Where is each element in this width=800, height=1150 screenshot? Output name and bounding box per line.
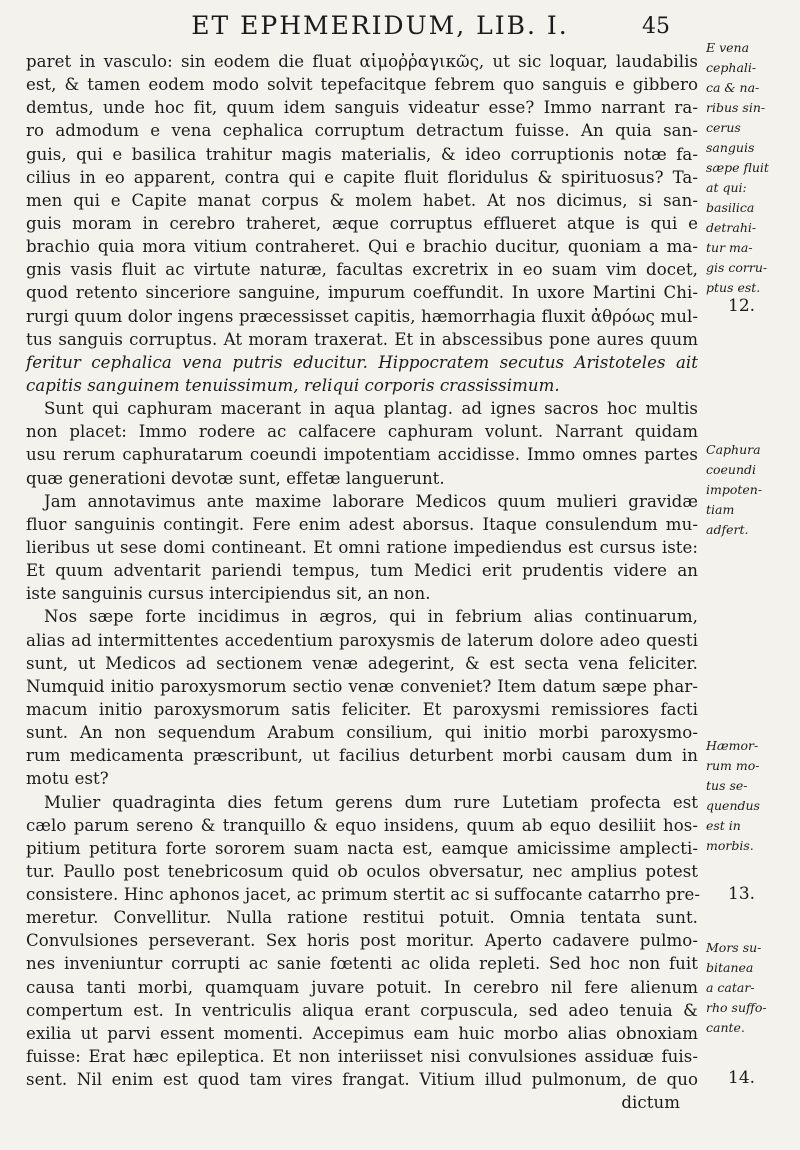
text-line: guis moram in cerebro traheret, æque corruptus efflueret atque is qui e bbox=[26, 213, 698, 233]
text-line: consistere. Hinc aphonos jacet, ac primum stertit ac si suffocante catarrho pre- bbox=[26, 885, 700, 905]
margin-note-line: sæpe fluit bbox=[706, 160, 769, 175]
text-line: usu rerum caphuratarum coeundi impotentiam accidisse. Immo omnes partes bbox=[26, 445, 698, 465]
margin-note-line: Hæmor- bbox=[706, 738, 759, 753]
text-line: quæ generationi devotæ sunt, effetæ languerunt. bbox=[26, 468, 445, 488]
margin-note-line: ribus sin- bbox=[706, 100, 766, 115]
text-line: cilius in eo apparent, contra qui e capite fluit floridulus & spirituosus? Ta- bbox=[26, 167, 698, 187]
margin-note bbox=[706, 440, 798, 540]
text-line: quod retento sinceriore sanguine, impurum coeffundit. In uxore Martini Chi- bbox=[26, 283, 698, 303]
text-line: Et quum adventarit pariendi tempus, tum Medici erit prudentis videre an bbox=[26, 561, 698, 581]
text-line: gnis vasis fluit ac virtute naturæ, facultas excretrix in eo suam vim docet, bbox=[26, 260, 698, 280]
margin-note bbox=[706, 736, 798, 856]
text-line: paret in vasculo: sin eodem die fluat αἱμοῤῥαγικῶς, ut sic loquar, laudabilis bbox=[26, 52, 698, 71]
text-line: iste sanguinis cursus intercipiendus sit, an non. bbox=[26, 584, 431, 604]
text-line: est, & tamen eodem modo solvit tepefacitque febrem quo sanguis e gibbero bbox=[26, 75, 698, 95]
margin-note-line: basilica bbox=[706, 200, 755, 215]
margin-note-line: coeundi bbox=[706, 462, 757, 477]
margin-note-line: cephali- bbox=[706, 60, 757, 75]
margin-note-line: E vena bbox=[706, 40, 750, 55]
margin-note bbox=[706, 38, 798, 298]
text-line: Numquid initio paroxysmorum sectio venæ conveniet? Item datum sæpe phar- bbox=[26, 676, 698, 696]
text-line: exilia ut parvi essent momenti. Accepimus eam huic morbo alias obnoxiam bbox=[26, 1023, 698, 1043]
margin-note bbox=[706, 938, 798, 1038]
margin-note-line: gis corru- bbox=[706, 260, 768, 275]
paragraph-start-line: Mulier quadraginta dies fetum gerens dum rure Lutetiam profecta est bbox=[44, 792, 698, 812]
text-line: macum initio paroxysmorum satis feliciter. Et paroxysmi remissiores facti bbox=[26, 699, 698, 719]
margin-note-line: a catar- bbox=[706, 980, 755, 995]
margin-note-line: cerus bbox=[706, 120, 741, 135]
paragraph-start-line: Jam annotavimus ante maxime laborare Medicos quum mulieri gravidæ bbox=[44, 491, 698, 511]
text-line: alias ad intermittentes accedentium paroxysmis de laterum dolore adeo questi bbox=[26, 630, 698, 650]
text-line: causa tanti morbi, quamquam juvare potuit. In cerebro nil fere alienum bbox=[26, 977, 698, 997]
text-line: sent. Nil enim est quod tam vires frangat. Vitium illud pulmonum, de quo bbox=[26, 1070, 698, 1090]
margin-note-line: rum mo- bbox=[706, 758, 760, 773]
text-line: capitis sanguinem tenuissimum, reliqui corporis crassissimum. bbox=[26, 375, 560, 395]
text-line: rum medicamenta præscribunt, ut facilius deturbent morbi causam dum in bbox=[26, 746, 698, 766]
text-line: compertum est. In ventriculis aliqua erant corpuscula, sed adeo tenuia & bbox=[26, 1000, 698, 1020]
text-line: non placet: Immo rodere ac calfacere caphuram volunt. Narrant quidam bbox=[26, 422, 698, 442]
text-line: sunt, ut Medicos ad sectionem venæ adegerint, & est secta vena feliciter. bbox=[26, 653, 698, 673]
text-line: tur. Paullo post tenebricosum quid ob oculos obversatur, nec amplius potest bbox=[26, 861, 698, 881]
text-line: demtus, unde hoc fit, quum idem sanguis videatur esse? Immo narrant ra- bbox=[26, 98, 698, 118]
section-number: 12. bbox=[728, 296, 756, 316]
text-line: cælo parum sereno & tranquillo & equo insidens, quum ab equo desiliit hos- bbox=[26, 815, 698, 835]
text-line: sunt. An non sequendum Arabum consilium, qui initio morbi paroxysmo- bbox=[26, 723, 698, 743]
margin-note-line: rho suffo- bbox=[706, 1000, 767, 1015]
text-line: pitium petitura forte sororem suam nacta est, eamque amicissime amplecti- bbox=[26, 838, 698, 858]
text-line: rurgi quum dolor ingens præcessisset capitis, hæmorrhagia fluxit ἀθρόως mul- bbox=[26, 306, 698, 326]
text-line: brachio quia mora vitium contraheret. Qui e brachio ducitur, quoniam a ma- bbox=[26, 237, 698, 257]
text-line: guis, qui e basilica trahitur magis materialis, & ideo corruptionis notæ fa- bbox=[26, 144, 698, 164]
text-line: feritur cephalica vena putris educitur. Hippocratem secutus Aristoteles ait bbox=[26, 352, 698, 372]
text-line: tus sanguis corruptus. At moram traxerat. Et in abscessibus pone aures quum bbox=[26, 329, 698, 349]
margin-note-line: detrahi- bbox=[706, 220, 757, 235]
margin-note-line: quendus bbox=[706, 798, 760, 813]
margin-note-line: impoten- bbox=[706, 482, 763, 497]
text-line: lieribus ut sese domi contineant. Et omni ratione impediendus est cursus iste: bbox=[26, 537, 698, 557]
text-line: motu est? bbox=[26, 769, 109, 789]
running-header bbox=[0, 10, 800, 44]
margin-note-line: est in bbox=[706, 818, 741, 833]
text-line: nes inveniuntur corrupti ac sanie fœtenti ac olida repleti. Sed hoc non fuit bbox=[26, 954, 698, 974]
text-line: men qui e Capite manat corpus & molem habet. At nos dicimus, si san- bbox=[26, 190, 698, 210]
section-number: 13. bbox=[728, 884, 756, 904]
text-line: fluor sanguinis contingit. Fere enim adest aborsus. Itaque consulendum mu- bbox=[26, 514, 698, 534]
text-line: meretur. Convellitur. Nulla ratione restitui potuit. Omnia tentata sunt. bbox=[26, 908, 698, 928]
catchword: dictum bbox=[621, 1093, 680, 1113]
margin-note-line: adfert. bbox=[706, 522, 749, 537]
margin-note-line: tur ma- bbox=[706, 240, 753, 255]
margin-note-line: ptus est. bbox=[706, 280, 761, 295]
page-number: 45 bbox=[642, 14, 670, 39]
paragraph-start-line: Sunt qui caphuram macerant in aqua plantag. ad ignes sacros hoc multis bbox=[44, 399, 698, 419]
header-title: ET EPHMERIDUM, LIB. I. bbox=[191, 11, 569, 40]
margin-note-line: Caphura bbox=[706, 442, 761, 457]
margin-note-line: cante. bbox=[706, 1020, 745, 1035]
margin-note-line: tus se- bbox=[706, 778, 748, 793]
margin-note-line: at qui: bbox=[706, 180, 747, 195]
text-line: Convulsiones perseverant. Sex horis post moritur. Aperto cadavere pulmo- bbox=[26, 931, 698, 951]
main-text-column bbox=[26, 50, 698, 1114]
text-line: fuisse: Erat hæc epileptica. Et non interiisset nisi convulsiones assiduæ fuis- bbox=[26, 1047, 698, 1067]
section-number: 14. bbox=[728, 1068, 756, 1088]
text-line: ro admodum e vena cephalica corruptum detractum fuisse. An quia san- bbox=[26, 121, 698, 141]
margin-note-line: ca & na- bbox=[706, 80, 760, 95]
margin-note-line: tiam bbox=[706, 502, 735, 517]
margin-note-line: morbis. bbox=[706, 838, 754, 853]
margin-note-line: sanguis bbox=[706, 140, 755, 155]
paragraph-start-line: Nos sæpe forte incidimus in ægros, qui in febrium alias continuarum, bbox=[44, 607, 698, 627]
margin-note-line: bitanea bbox=[706, 960, 754, 975]
margin-note-line: Mors su- bbox=[706, 940, 762, 955]
